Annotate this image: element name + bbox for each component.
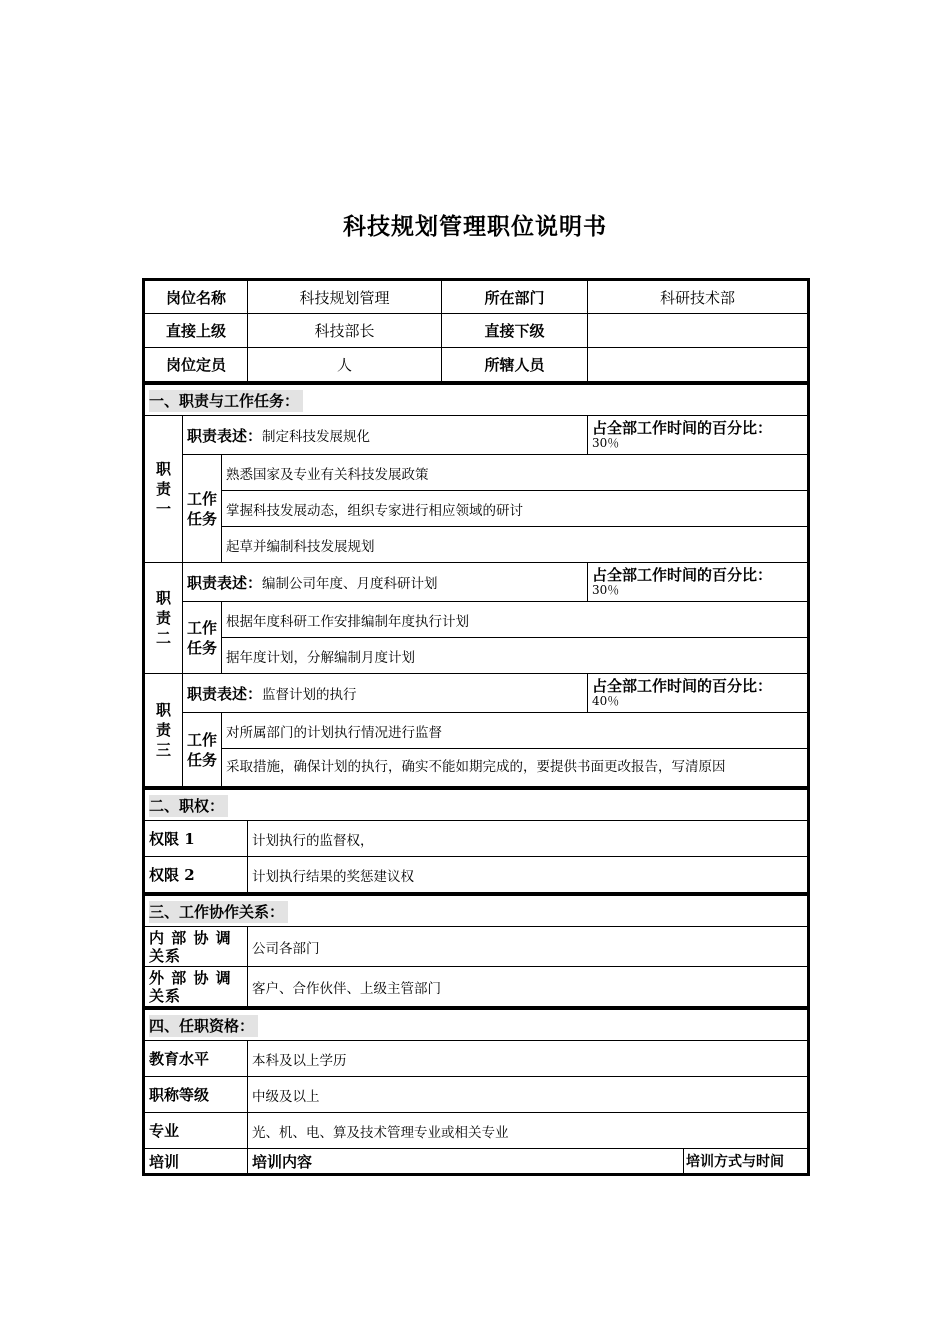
direct-subordinate-value bbox=[588, 314, 809, 348]
duty-1-task-label: 工作 任务 bbox=[183, 455, 222, 563]
section4-heading: 四、任职资格： bbox=[144, 1009, 809, 1041]
direct-subordinate-label: 直接下级 bbox=[442, 314, 588, 348]
duty-1-name: 职 责 一 bbox=[144, 416, 183, 563]
title-level-label: 职称等级 bbox=[144, 1077, 248, 1113]
authority-2-label: 权限 2 bbox=[144, 857, 248, 893]
authority-1-value: 计划执行的监督权， bbox=[248, 821, 809, 857]
section3-heading: 三、工作协作关系： bbox=[144, 895, 809, 927]
duty-2-statement-cell: 职责表述：编制公司年度、月度科研计划 bbox=[183, 563, 588, 602]
department-label: 所在部门 bbox=[442, 280, 588, 314]
education-label: 教育水平 bbox=[144, 1041, 248, 1077]
duty-3-task-label: 工作 任务 bbox=[183, 713, 222, 787]
duty-2-pct-cell: 占全部工作时间的百分比： 30％ bbox=[588, 563, 809, 602]
authority-2-value: 计划执行结果的奖惩建议权 bbox=[248, 857, 809, 893]
duty-1-pct-cell: 占全部工作时间的百分比： 30％ bbox=[588, 416, 809, 455]
duty-1-statement-cell: 职责表述：制定科技发展规化 bbox=[183, 416, 588, 455]
authority-1-label: 权限 1 bbox=[144, 821, 248, 857]
subordinates-label: 所辖人员 bbox=[442, 348, 588, 382]
duty-3-statement-cell: 职责表述：监督计划的执行 bbox=[183, 674, 588, 713]
major-label: 专业 bbox=[144, 1113, 248, 1149]
training-label: 培训 bbox=[144, 1149, 248, 1175]
duty-2-task-label: 工作 任务 bbox=[183, 602, 222, 674]
headcount-value: 人 bbox=[248, 348, 442, 382]
collaboration-table bbox=[142, 893, 810, 1007]
duty-1-pct: 30％ bbox=[592, 436, 620, 450]
department-value: 科研技术部 bbox=[588, 280, 809, 314]
duty-3-task-2: 采取措施，确保计划的执行，确实不能如期完成的，要提供书面更改报告，写清原因 bbox=[222, 749, 809, 787]
external-coordination-label: 外 部 协 调 关系 bbox=[144, 967, 248, 1007]
duty-2-name: 职 责 二 bbox=[144, 563, 183, 674]
subordinates-value bbox=[588, 348, 809, 382]
authority-table bbox=[142, 787, 810, 893]
section2-heading: 二、职权： bbox=[144, 789, 809, 821]
internal-coordination-label: 内 部 协 调 关系 bbox=[144, 927, 248, 967]
education-value: 本科及以上学历 bbox=[248, 1041, 809, 1077]
external-coordination-value: 客户、合作伙伴、上级主管部门 bbox=[248, 967, 809, 1007]
duty-1-task-1: 熟悉国家及专业有关科技发展政策 bbox=[222, 455, 809, 491]
duty-2-task-2: 据年度计划，分解编制月度计划 bbox=[222, 638, 809, 674]
duty-2-task-1: 根据年度科研工作安排编制年度执行计划 bbox=[222, 602, 809, 638]
duty-2-pct: 30％ bbox=[592, 583, 620, 597]
duty-2-statement: 编制公司年度、月度科研计划 bbox=[262, 575, 438, 592]
duty-3-pct: 40％ bbox=[592, 694, 620, 708]
duty-1-task-3: 起草并编制科技发展规划 bbox=[222, 527, 809, 563]
position-name-value: 科技规划管理 bbox=[248, 280, 442, 314]
training-content-header: 培训内容 bbox=[248, 1149, 684, 1175]
direct-superior-value: 科技部长 bbox=[248, 314, 442, 348]
duty-1-statement: 制定科技发展规化 bbox=[262, 428, 371, 445]
duty-3-name: 职 责 三 bbox=[144, 674, 183, 787]
duty-3-task-1: 对所属部门的计划执行情况进行监督 bbox=[222, 713, 809, 749]
headcount-label: 岗位定员 bbox=[144, 348, 248, 382]
qualifications-table bbox=[142, 1007, 810, 1176]
duties-table bbox=[142, 382, 810, 787]
page-title: 科技规划管理职位说明书 bbox=[343, 214, 607, 240]
duty-1-task-2: 掌握科技发展动态，组织专家进行相应领域的研讨 bbox=[222, 491, 809, 527]
duty-3-pct-cell: 占全部工作时间的百分比： 40％ bbox=[588, 674, 809, 713]
section1-heading: 一、职责与工作任务： bbox=[144, 384, 809, 416]
internal-coordination-value: 公司各部门 bbox=[248, 927, 809, 967]
direct-superior-label: 直接上级 bbox=[144, 314, 248, 348]
job-description-form bbox=[142, 278, 807, 1176]
position-name-label: 岗位名称 bbox=[144, 280, 248, 314]
training-method-header: 培训方式与时间 bbox=[684, 1149, 809, 1175]
duty-3-statement: 监督计划的执行 bbox=[262, 686, 357, 703]
basic-info-table bbox=[142, 278, 810, 382]
title-level-value: 中级及以上 bbox=[248, 1077, 809, 1113]
major-value: 光、机、电、算及技术管理专业或相关专业 bbox=[248, 1113, 809, 1149]
